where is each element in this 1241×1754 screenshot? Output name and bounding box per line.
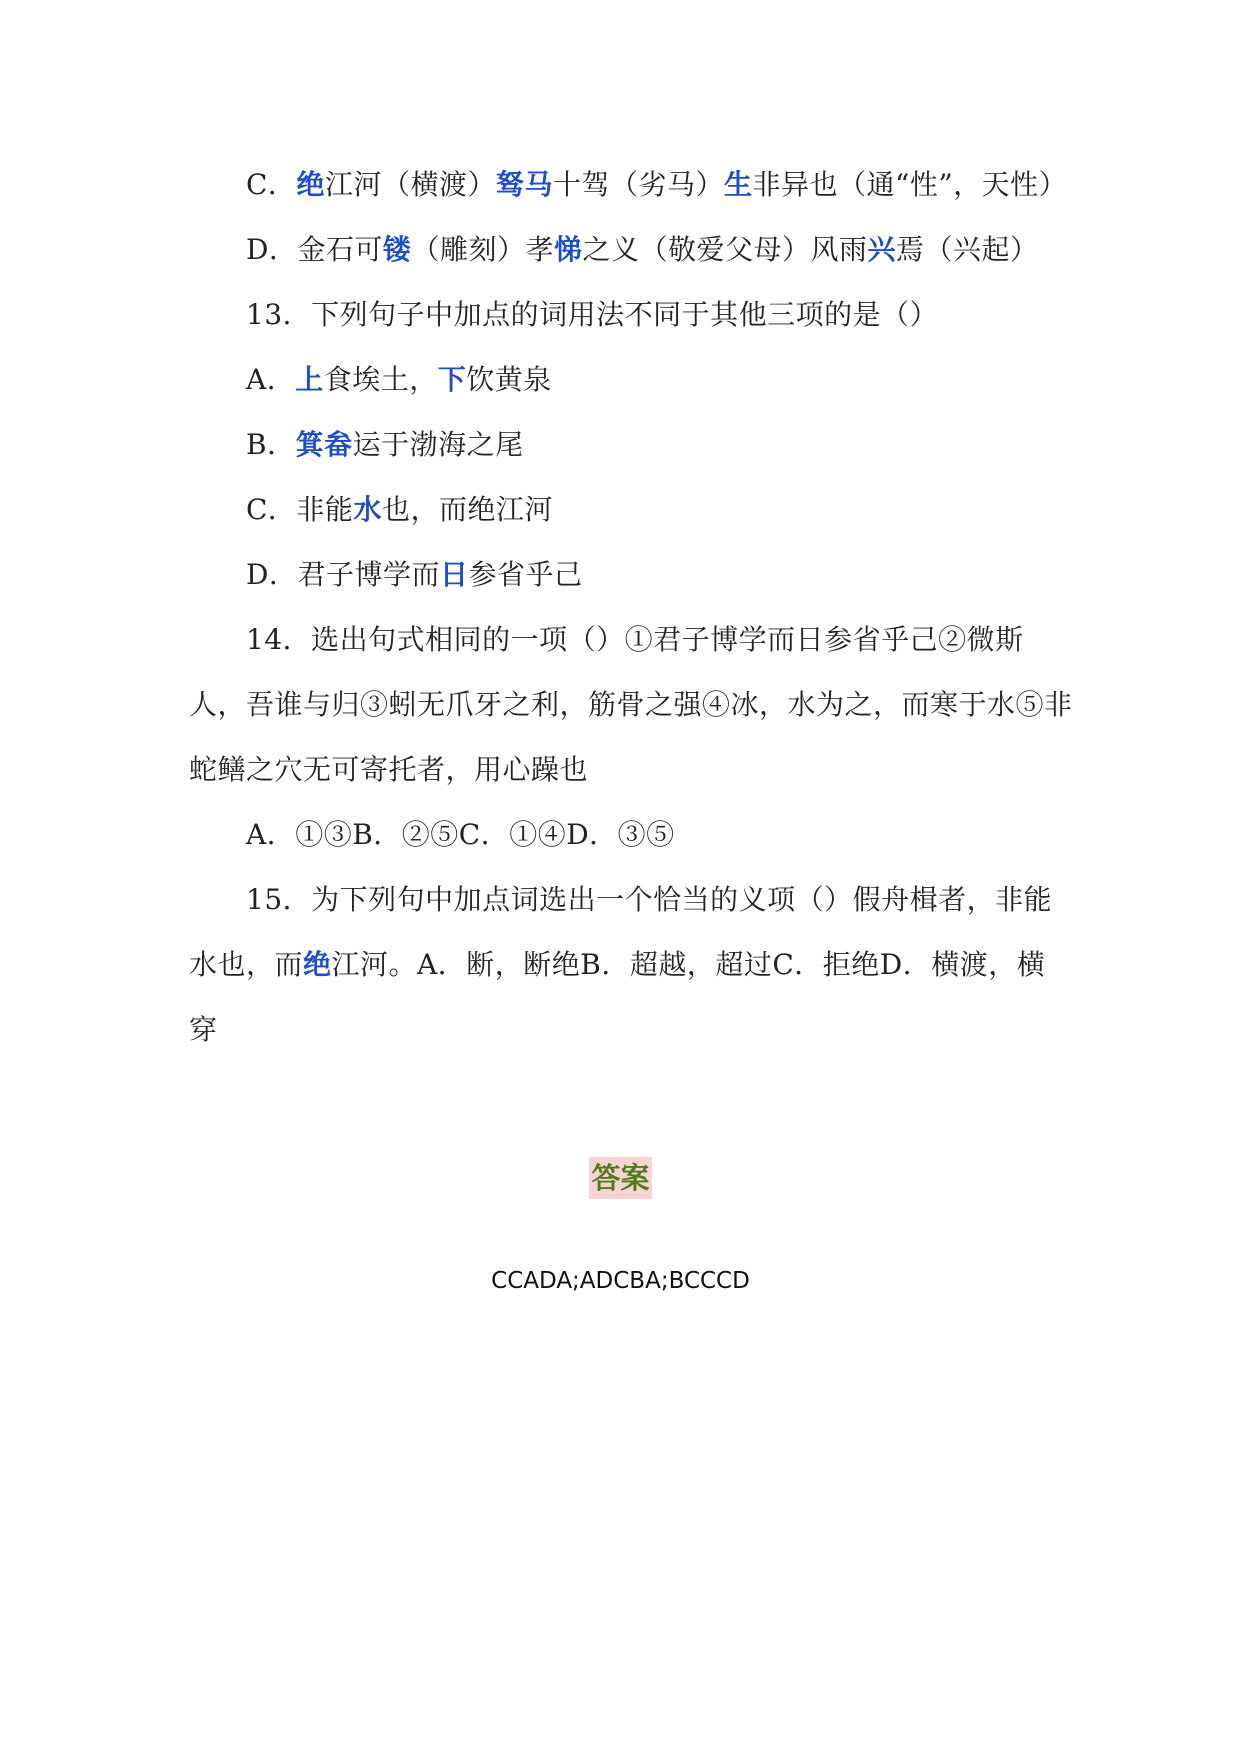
text-segment: 之义（敬爱父母）风雨 [582, 233, 868, 266]
text-segment: 非异也（通“性”，天性） [752, 168, 1068, 201]
emphasized-word: 箕畚 [295, 428, 353, 461]
text-segment: 13．下列句子中加点的词用法不同于其他三项的是（） [246, 298, 939, 331]
text-segment: 也，而绝江河 [381, 493, 553, 526]
text-segment: C．非能 [246, 493, 354, 526]
emphasized-word: 兴 [867, 233, 897, 266]
text-segment: 食埃土， [323, 363, 438, 396]
emphasized-word: 日 [439, 558, 469, 591]
emphasized-word: 生 [724, 168, 753, 201]
text-line [189, 412, 1073, 477]
text-segment: 江河。A．断，断绝B．超越，超过C．拒绝D．横渡，横穿 [189, 948, 1046, 1046]
text-segment: 15．为下列句中加点词选出一个恰当的义项（）假舟楫者，非能水也，而 [189, 883, 1053, 981]
text-line [189, 867, 1073, 1062]
question-text [189, 152, 1073, 1062]
text-segment: 14．选出句式相同的一项（）①君子博学而日参省乎己②微斯人，吾谁与归③蚓无爪牙之利，筋骨之强④冰，水为之，而寒于水⑤非蛇鳝之穴无可寄托者，用心躁也 [189, 623, 1073, 786]
text-segment: 江河（横渡） [324, 168, 496, 201]
text-line [189, 477, 1073, 542]
text-line [189, 607, 1073, 802]
text-segment: 运于渤海之尾 [352, 428, 524, 461]
emphasized-word: 水 [353, 493, 382, 526]
emphasized-word: 镂 [382, 233, 412, 266]
answer-heading [0, 1157, 1241, 1199]
text-segment: A．①③B．②⑤C．①④D．③⑤ [246, 818, 675, 851]
emphasized-word: 绝 [303, 948, 332, 981]
emphasized-word: 驽马 [495, 168, 553, 201]
answer-key: CCADA;ADCBA;BCCCD [491, 1268, 750, 1294]
text-segment: （雕刻）孝 [411, 233, 554, 266]
text-segment: 焉（兴起） [896, 233, 1039, 266]
text-segment: D．君子博学而 [246, 558, 440, 591]
text-line [189, 217, 1073, 282]
emphasized-word: 下 [437, 363, 467, 396]
text-line [189, 802, 1073, 867]
text-segment: D．金石可 [246, 233, 383, 266]
text-segment: 参省乎己 [468, 558, 583, 591]
text-segment: 饮黄泉 [466, 363, 552, 396]
text-segment: B． [246, 428, 296, 461]
emphasized-word: 绝 [296, 168, 325, 201]
answer-title: 答案 [589, 1157, 651, 1199]
text-segment: C． [246, 168, 297, 201]
text-line [189, 347, 1073, 412]
emphasized-word: 悌 [553, 233, 583, 266]
text-segment: A． [246, 363, 296, 396]
text-line [189, 152, 1073, 217]
text-line [189, 282, 1073, 347]
emphasized-word: 上 [295, 363, 324, 396]
text-segment: 十驾（劣马） [552, 168, 724, 201]
text-line [189, 542, 1073, 607]
